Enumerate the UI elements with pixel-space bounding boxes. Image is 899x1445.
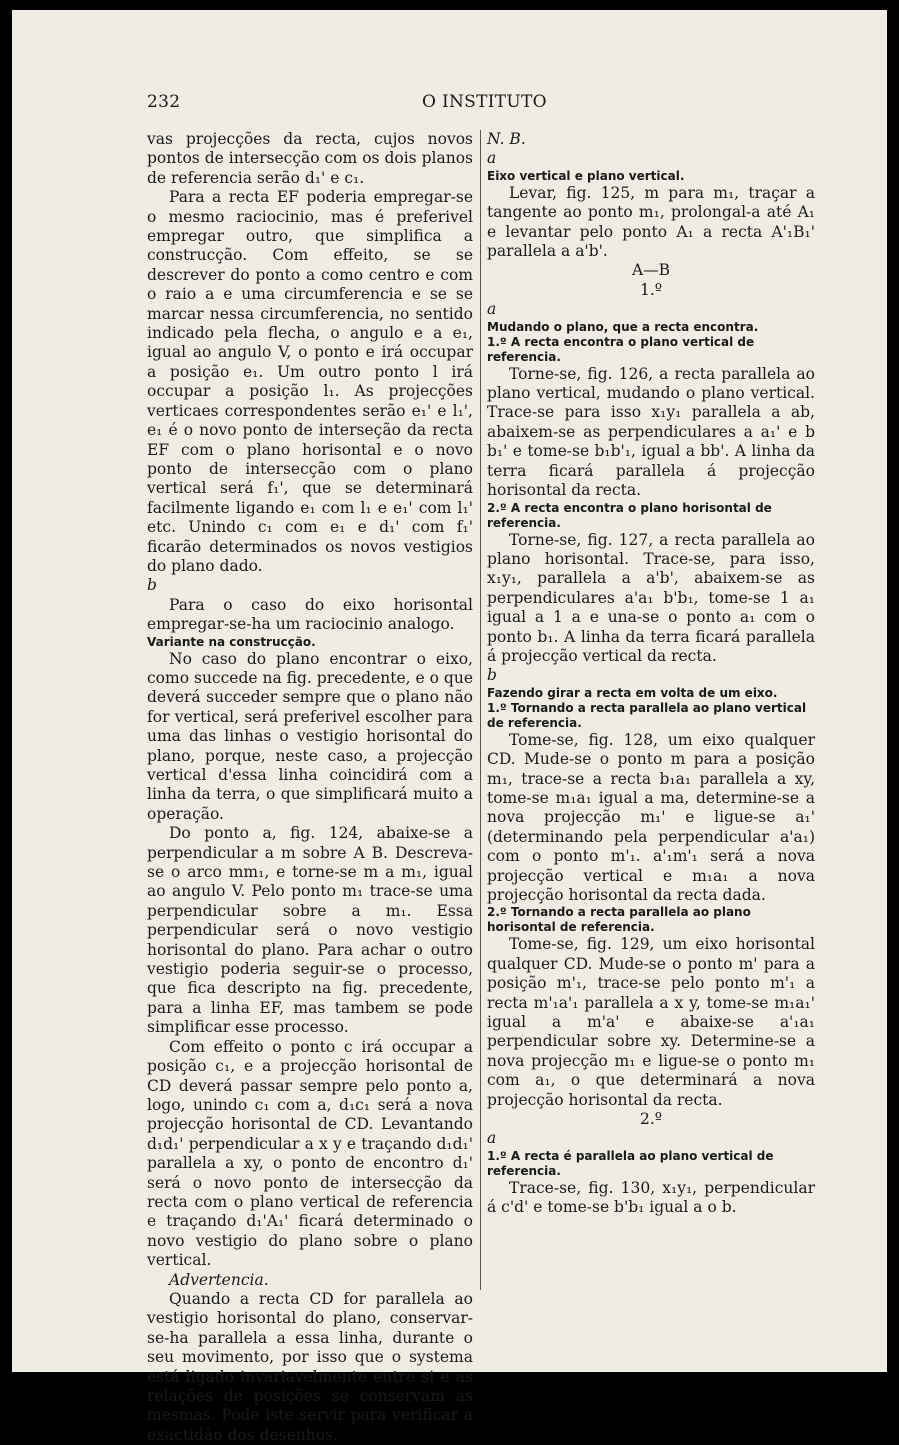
- paragraph: Para o caso do eixo horisontal empregar-se-ha um raciocinio analogo.: [147, 595, 473, 634]
- paragraph: Tome-se, fig. 128, um eixo qualquer CD. Mude-se o ponto m para a posição m₁, trace-se a recta b₁a₁ parallela a xy, tome-se m₁a₁ igual a ma, determine-se a nova projecção m₁' e ligue-se a₁' (determinando pela perpendicular a'a₁) com o ponto m'₁. a'₁m'₁ será a nova projecção vertical e m₁a₁ a nova projecção horisontal da recta dada.: [487, 730, 815, 904]
- paragraph: Do ponto a, fig. 124, abaixe-se a perpendicular a m sobre A B. Descreva-se o arco mm₁, e torne-se m a m₁, igual ao angulo V. Pelo ponto m₁ trace-se uma perpendicular sobre a m₁. Essa perpendicular será o novo vestigio horisontal do plano. Para achar o outro vestigio poderia seguir-se o processo, que fica descripto na fig. precedente, para a linha EF, mas tambem se pode simplificar esse processo.: [147, 824, 473, 1037]
- paragraph: No caso do plano encontrar o eixo, como succede na fig. precedente, e o que deverá succeder sempre que o plano não for vertical, será preferivel escolher para uma das linhas o vestigio horisontal do plano, porque, neste caso, a projecção vertical d'essa linha coincidirá com a linha da terra, o que simplificará muito a operação.: [147, 649, 473, 823]
- section-heading: Mudando o plano, que a recta encontra.: [487, 319, 759, 334]
- paragraph: 1.º: [639, 280, 663, 299]
- section-heading: 2.º Tornando a recta parallela ao plano horisontal de referencia.: [487, 905, 751, 935]
- left-column: [147, 130, 473, 1445]
- section-heading: 1.º A recta encontra o plano vertical de referencia.: [487, 334, 755, 364]
- running-title: O INSTITUTO: [422, 92, 547, 112]
- section-marker: a: [487, 149, 497, 168]
- section-heading: Variante na construcção.: [147, 634, 316, 649]
- paragraph: vas projecções da recta, cujos novos pontos de intersecção com os dois planos de referencia serão d₁' e c₁.: [147, 130, 473, 187]
- section-marker: b: [487, 666, 497, 685]
- paragraph: Advertencia.: [169, 1270, 269, 1289]
- section-heading: Eixo vertical e plano vertical.: [487, 168, 685, 183]
- section-marker: a: [487, 1129, 497, 1148]
- paragraph: Torne-se, fig. 127, a recta parallela ao plano horisontal. Trace-se, para isso, x₁y₁, parallela a a'b', abaixem-se as perpendiculares a'a₁ b'b₁, tome-se 1 a₁ igual a 1 a e una-se o ponto a₁ com o ponto b₁. A linha da terra ficará parallela á projecção vertical da recta.: [487, 530, 815, 665]
- section-marker: b: [147, 576, 157, 595]
- paragraph: Torne-se, fig. 126, a recta parallela ao plano vertical, mudando o plano vertical. Trace-se para isso x₁y₁ parallela a ab, abaixem-se as perpendiculares a a₁' e b b₁' e tome-se b₁b'₁, igual a bb'. A linha da terra ficará parallela á projecção horisontal da recta.: [487, 364, 815, 500]
- right-column: [487, 130, 815, 1218]
- section-marker: a: [487, 300, 497, 319]
- paragraph: A—B: [631, 261, 671, 280]
- paragraph: Tome-se, fig. 129, um eixo horisontal qualquer CD. Mude-se o ponto m' para a posição m'₁, trace-se pelo ponto m'₁ a recta m'₁a'₁ parallela a x y, tome-se m₁a₁' igual a m'a' e abaixe-se a'₁a₁ perpendicular sobre xy. Determine-se a nova projecção m₁ e ligue-se o ponto m₁ com a₁, o que determinará a nova projecção horisontal da recta.: [487, 935, 815, 1109]
- section-heading: 2.º A recta encontra o plano horisontal de referencia.: [487, 500, 772, 530]
- paragraph: Levar, fig. 125, m para m₁, traçar a tangente ao ponto m₁, prolongal-a até A₁ e levantar pelo ponto A₁ a recta A'₁B₁' parallela a a'b'.: [487, 183, 815, 261]
- paragraph: Trace-se, fig. 130, x₁y₁, perpendicular á c'd' e tome-se b'b₁ igual a o b.: [487, 1178, 815, 1217]
- paragraph: Para a recta EF poderia empregar-se o mesmo raciocinio, mas é preferivel empregar outro, que simplifica a construcção. Com effeito, se se descrever do ponto a como centro e com o raio a e uma circumferencia e se se marcar nessa circumferencia, no sentido indicado pela flecha, o angulo e a e₁, igual ao angulo V, o ponto e irá occupar a posição e₁. Um outro ponto l irá occupar a posição l₁. As projecções verticaes correspondentes serão e₁' e l₁', e₁ é o novo ponto de interseção da recta EF com o plano horisontal e o novo ponto de intersecção com o plano vertical será f₁', que se determinará facilmente ligando e₁ com l₁ e e₁' com l₁' etc. Unindo c₁ com e₁ e d₁' com f₁' ficarão determinados os novos vestigios do plano dado.: [147, 188, 473, 575]
- book-page: [12, 10, 887, 1444]
- section-marker: N. B.: [487, 130, 526, 148]
- paragraph: Com effeito o ponto c irá occupar a posição c₁, e a projecção horisontal de CD deverá passar sempre pelo ponto a, logo, unindo c₁ com a, d₁c₁ será a nova projecção horisontal de CD. Levantando d₁d₁' perpendicular a x y e traçando d₁d₁' parallela a xy, o ponto de encontro d₁' será o novo ponto de intersecção da recta com o plano vertical de referencia e traçando d₁'A₁' ficará determinado o novo vestigio do plano sobre o plano vertical.: [147, 1037, 473, 1270]
- page-number: 232: [147, 92, 181, 112]
- section-heading: 1.º A recta é parallela ao plano vertical de referencia.: [487, 1148, 774, 1178]
- paragraph: Quando a recta CD for parallela ao vestigio horisontal do plano, conservar-se-ha parallela a essa linha, durante o seu movimento, por isso que o systema está ligado invariavelmente entre si e as relações de posições se conservam as mesmas. Pode iste servir para verificar a exactidão dos desenhos.: [147, 1289, 473, 1444]
- section-heading: 1.º Tornando a recta parallela ao plano vertical de referencia.: [487, 700, 807, 730]
- column-divider: [480, 130, 481, 1290]
- paragraph: 2.º: [639, 1110, 663, 1129]
- section-heading: Fazendo girar a recta em volta de um eixo.: [487, 685, 778, 700]
